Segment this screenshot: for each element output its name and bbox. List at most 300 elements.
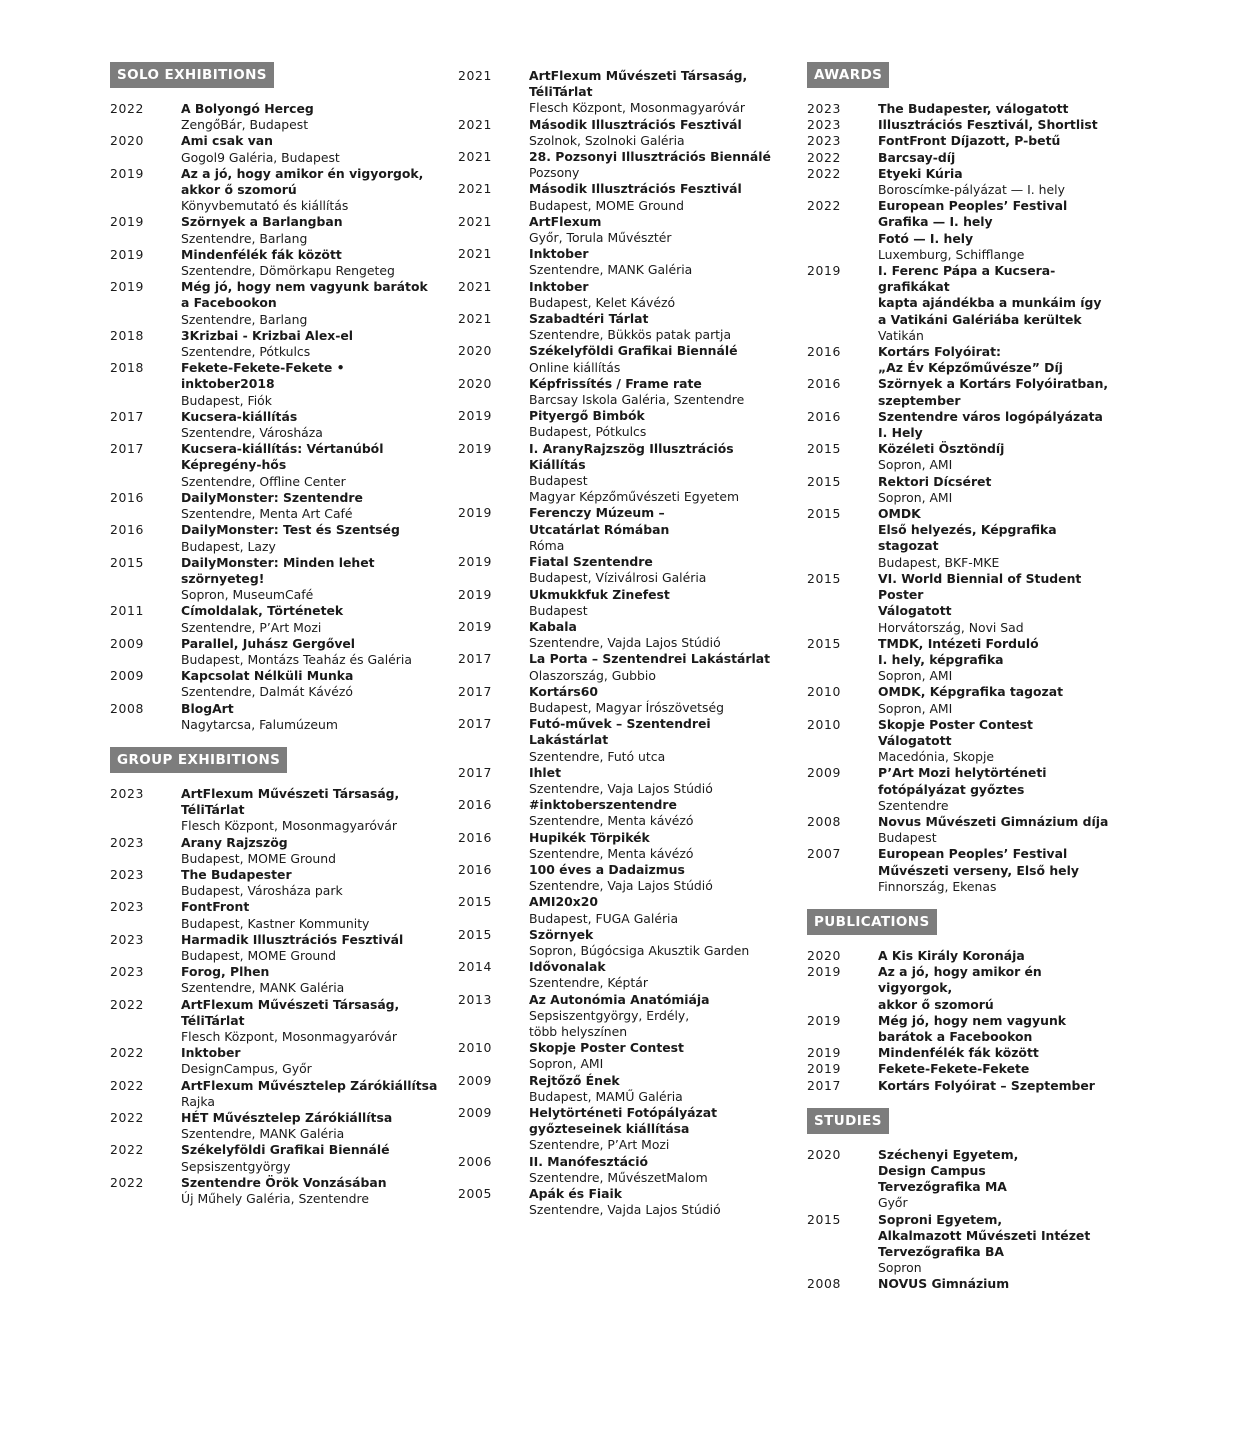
entry-year: 2009 xyxy=(807,765,841,781)
entry-detail: Szentendre, Menta kávézó xyxy=(529,845,694,861)
list-item xyxy=(458,619,788,651)
list-item xyxy=(458,554,788,586)
entry-detail: Szentendre, Dalmát Kávézó xyxy=(181,684,353,700)
list-item xyxy=(807,636,1117,685)
entry-detail: Könyvbemutató és kiállítás xyxy=(181,198,349,214)
entry-detail: Szentendre, Menta kávézó xyxy=(529,813,694,829)
entry-title: Pityergő Bimbók xyxy=(529,408,645,424)
entry-body xyxy=(529,505,788,554)
list-item xyxy=(110,701,440,733)
entry-year: 2021 xyxy=(458,149,492,165)
entry-body xyxy=(529,343,788,375)
entry-year: 2022 xyxy=(110,996,144,1012)
entry-body xyxy=(878,717,1117,766)
entry-year: 2022 xyxy=(110,1110,144,1125)
entry-title: Kabala xyxy=(529,618,577,634)
entry-detail: Gogol9 Galéria, Budapest xyxy=(181,149,340,165)
entry-detail: Szentendre, P’Art Mozi xyxy=(529,1137,670,1153)
entry-detail: Sopron, AMI xyxy=(529,1056,604,1072)
entry-year: 2008 xyxy=(807,1276,841,1292)
entry-body xyxy=(181,490,440,522)
entry-year: 2016 xyxy=(807,344,841,360)
entry-title: DailyMonster: Test és Szentség xyxy=(181,522,400,538)
entry-title: Székelyföldi Grafikai Biennálé xyxy=(181,1142,390,1158)
list-item xyxy=(807,717,1117,766)
entry-body xyxy=(181,932,440,964)
entry-title: Inktober xyxy=(181,1045,241,1061)
entry-body xyxy=(181,867,440,899)
entry-body xyxy=(878,1045,1117,1061)
entry-body xyxy=(181,786,440,835)
entry-body xyxy=(878,1013,1117,1045)
entry-detail: Sopron xyxy=(878,1260,922,1276)
entry-title: A Bolyongó Herceg xyxy=(181,101,314,116)
entry-year: 2019 xyxy=(807,1045,841,1061)
section-group-exhibitions xyxy=(110,747,440,1207)
entry-body xyxy=(181,636,440,668)
entry-year: 2019 xyxy=(807,1061,841,1077)
entry-title: Mindenfélék fák között xyxy=(181,246,342,262)
entry-year: 2019 xyxy=(458,554,492,570)
list-item xyxy=(458,343,788,375)
entry-body xyxy=(878,344,1117,376)
entry-year: 2016 xyxy=(458,861,492,877)
entry-year: 2019 xyxy=(807,263,841,279)
entry-detail: Szentendre, Vajda Lajos Stúdió xyxy=(529,1202,721,1218)
entry-list xyxy=(110,786,440,1207)
list-item xyxy=(807,1078,1117,1094)
list-item xyxy=(110,1110,440,1142)
entry-year: 2005 xyxy=(458,1186,492,1202)
entry-year: 2013 xyxy=(458,991,492,1007)
entry-body xyxy=(529,1040,788,1072)
entry-body xyxy=(181,701,440,733)
entry-title: Kortárs Folyóirat – Szeptember xyxy=(878,1077,1095,1093)
entry-year: 2016 xyxy=(807,408,841,424)
list-item xyxy=(807,166,1117,198)
list-item xyxy=(458,181,788,213)
entry-year: 2009 xyxy=(110,635,144,651)
entry-detail: Online kiállítás xyxy=(529,359,621,375)
entry-detail: Sopron, AMI xyxy=(878,457,953,473)
entry-year: 2019 xyxy=(807,964,841,980)
list-item xyxy=(458,214,788,246)
entry-title: Az a jó, hogy amikor én vigyorgok, akkor ő szomorú xyxy=(181,165,424,198)
entry-title: European Peoples’ Festival Grafika — I. hely Fotó — I. hely xyxy=(878,198,1068,246)
entry-title: Futó-művek – Szentendrei Lakástárlat xyxy=(529,716,711,748)
entry-detail: Szentendre, Barlang xyxy=(181,311,308,327)
entry-body xyxy=(529,959,788,991)
entry-title: HÉT Művésztelep Zárókiállítsa xyxy=(181,1110,393,1125)
entry-title: Székelyföldi Grafikai Biennálé xyxy=(529,343,738,359)
entry-detail: Pozsony xyxy=(529,165,580,181)
entry-body xyxy=(878,684,1117,716)
entry-body xyxy=(529,894,788,926)
entry-body xyxy=(181,603,440,635)
entry-list xyxy=(458,68,788,1218)
entry-year: 2022 xyxy=(807,149,841,165)
entry-year: 2022 xyxy=(110,101,144,116)
entry-title: Helytörténeti Fotópályázat győzteseinek kiállítása xyxy=(529,1105,718,1137)
entry-title: OMDK Első helyezés, Képgrafika stagozat xyxy=(878,506,1057,554)
column-3 xyxy=(807,62,1117,1307)
entry-title: Még jó, hogy nem vagyunk barátok a Facebookon xyxy=(181,279,428,311)
entry-year: 2006 xyxy=(458,1153,492,1169)
entry-year: 2014 xyxy=(458,959,492,975)
list-item xyxy=(807,571,1117,636)
entry-title: Soproni Egyetem, Alkalmazott Művészeti Intézet Tervezőgrafika BA xyxy=(878,1211,1091,1259)
entry-body xyxy=(181,133,440,165)
entry-detail: Sopron, MuseumCafé xyxy=(181,587,314,603)
entry-list xyxy=(807,948,1117,1094)
list-item xyxy=(807,409,1117,441)
entry-detail: Budapest, Lazy xyxy=(181,538,276,554)
entry-detail: Szentendre, Menta Art Café xyxy=(181,506,353,522)
entry-detail: Budapest, Magyar Írószövetség xyxy=(529,699,724,715)
list-item xyxy=(807,1147,1117,1212)
entry-title: Közéleti Ösztöndíj xyxy=(878,441,1005,457)
entry-title: II. Manófesztáció xyxy=(529,1153,649,1169)
entry-title: P’Art Mozi helytörténeti fotópályázat győztes xyxy=(878,765,1047,797)
entry-title: La Porta – Szentendrei Lakástárlat xyxy=(529,651,770,667)
entry-year: 2018 xyxy=(110,360,144,376)
entry-title: Címoldalak, Történetek xyxy=(181,603,344,619)
list-item xyxy=(110,555,440,604)
list-item xyxy=(807,376,1117,408)
entry-body xyxy=(529,1154,788,1186)
entry-title: OMDK, Képgrafika tagozat xyxy=(878,684,1064,700)
entry-year: 2019 xyxy=(110,246,144,262)
entry-year: 2023 xyxy=(110,899,144,915)
entry-body xyxy=(529,1105,788,1154)
list-item xyxy=(110,668,440,700)
entry-body xyxy=(529,214,788,246)
entry-year: 2022 xyxy=(110,1174,144,1190)
entry-body xyxy=(878,571,1117,636)
entry-body xyxy=(878,1078,1117,1094)
entry-year: 2009 xyxy=(458,1105,492,1120)
entry-detail: Budapest Magyar Képzőművészeti Egyetem xyxy=(529,473,740,505)
entry-title: ArtFlexum xyxy=(529,213,602,229)
list-item xyxy=(807,1212,1117,1277)
entry-detail: Szentendre, Pótkulcs xyxy=(181,344,311,360)
entry-year: 2021 xyxy=(458,246,492,262)
entry-body xyxy=(181,1045,440,1077)
entry-detail: Szentendre, Dömörkapu Rengeteg xyxy=(181,263,395,279)
entry-title: 100 éves a Dadaizmus xyxy=(529,861,685,877)
entry-year: 2007 xyxy=(807,846,841,862)
entry-title: Szörnyek a Kortárs Folyóiratban, szeptember xyxy=(878,376,1109,408)
entry-detail: Szentendre, Offline Center xyxy=(181,473,346,489)
list-item xyxy=(807,765,1117,814)
entry-year: 2021 xyxy=(458,278,492,294)
list-item xyxy=(807,684,1117,716)
entry-detail: Budapest, Pótkulcs xyxy=(529,424,647,440)
entry-detail: Szentendre, MűvészetMalom xyxy=(529,1169,708,1185)
entry-title: Ukmukkfuk Zinefest xyxy=(529,586,670,602)
entry-year: 2023 xyxy=(110,785,144,801)
entry-title: Parallel, Juhász Gergővel xyxy=(181,635,356,651)
list-item xyxy=(807,1061,1117,1077)
list-item xyxy=(110,899,440,931)
entry-body xyxy=(878,636,1117,685)
entry-body xyxy=(529,149,788,181)
entry-body xyxy=(181,166,440,215)
entry-title: Inktober xyxy=(529,246,589,262)
list-item xyxy=(110,522,440,554)
list-item xyxy=(458,1105,788,1154)
entry-detail: Rajka xyxy=(181,1093,215,1109)
entry-body xyxy=(878,150,1117,166)
entry-body xyxy=(878,166,1117,198)
entry-year: 2008 xyxy=(807,813,841,829)
list-item xyxy=(110,1142,440,1174)
entry-body xyxy=(529,311,788,343)
entry-year: 2023 xyxy=(807,133,841,149)
entry-body xyxy=(878,263,1117,344)
list-item xyxy=(458,246,788,278)
entry-detail: Szentendre xyxy=(878,797,949,813)
list-item xyxy=(458,992,788,1041)
entry-body xyxy=(181,964,440,996)
entry-year: 2017 xyxy=(110,408,144,424)
entry-year: 2021 xyxy=(458,213,492,229)
entry-body xyxy=(529,797,788,829)
entry-list xyxy=(807,101,1117,895)
entry-detail: Flesch Központ, Mosonmagyaróvár xyxy=(181,818,397,834)
entry-detail: Budapest, MOME Ground xyxy=(529,197,684,213)
list-item xyxy=(807,344,1117,376)
entry-title: FontFront Díjazott, P-betű xyxy=(878,133,1061,149)
entry-title: I. Ferenc Pápa a Kucsera-grafikákat kapta ajándékba a munkáim így a Vatikáni Galériába kerültek xyxy=(878,263,1102,327)
entry-body xyxy=(529,651,788,683)
entry-title: 28. Pozsonyi Illusztrációs Biennálé xyxy=(529,149,771,165)
entry-year: 2009 xyxy=(458,1072,492,1088)
entry-year: 2020 xyxy=(458,375,492,391)
section-continued xyxy=(458,68,788,1218)
list-item xyxy=(110,636,440,668)
entry-title: FontFront xyxy=(181,899,250,915)
entry-detail: Szentendre, Vaja Lajos Stúdió xyxy=(529,780,713,796)
entry-detail: Budapest, Kelet Kávézó xyxy=(529,294,676,310)
entry-title: Apák és Fiaik xyxy=(529,1186,623,1202)
list-item xyxy=(110,279,440,328)
entry-title: Barcsay-díj xyxy=(878,149,956,165)
entry-body xyxy=(878,133,1117,149)
column-1 xyxy=(110,62,440,1221)
entry-detail: Budapest, MOME Ground xyxy=(181,947,336,963)
entry-year: 2016 xyxy=(458,829,492,845)
entry-detail: Macedónia, Skopje xyxy=(878,749,995,765)
entry-body xyxy=(529,408,788,440)
list-item xyxy=(807,150,1117,166)
entry-body xyxy=(878,506,1117,571)
entry-list xyxy=(110,101,440,733)
entry-year: 2023 xyxy=(110,931,144,947)
entry-year: 2016 xyxy=(110,489,144,505)
entry-body xyxy=(181,214,440,246)
entry-year: 2011 xyxy=(110,603,144,619)
entry-year: 2015 xyxy=(807,441,841,457)
list-item xyxy=(807,1013,1117,1045)
entry-body xyxy=(529,1073,788,1105)
entry-title: Hupikék Törpikék xyxy=(529,829,650,845)
entry-body xyxy=(878,814,1117,846)
entry-detail: Sopron, AMI xyxy=(878,700,953,716)
entry-title: 3Krizbai - Krizbai Alex-el xyxy=(181,327,354,343)
entry-detail: Budapest, MAMŰ Galéria xyxy=(529,1088,683,1104)
entry-list xyxy=(807,1147,1117,1293)
entry-year: 2019 xyxy=(807,1012,841,1028)
entry-year: 2018 xyxy=(110,327,144,343)
entry-body xyxy=(181,441,440,490)
entry-body xyxy=(181,1078,440,1110)
entry-body xyxy=(529,587,788,619)
list-item xyxy=(458,117,788,149)
entry-year: 2023 xyxy=(110,964,144,980)
entry-body xyxy=(878,474,1117,506)
entry-year: 2016 xyxy=(110,522,144,538)
section-heading: GROUP EXHIBITIONS xyxy=(110,747,287,773)
entry-title: BlogArt xyxy=(181,700,234,716)
list-item xyxy=(458,441,788,506)
entry-title: Novus Művészeti Gimnázium díja xyxy=(878,813,1109,829)
entry-title: DailyMonster: Minden lehet szörnyeteg! xyxy=(181,554,375,586)
entry-title: A Kis Király Koronája xyxy=(878,947,1025,963)
section-heading: STUDIES xyxy=(807,1108,889,1134)
entry-detail: Budapest, Víziválrosi Galéria xyxy=(529,570,707,586)
column-2 xyxy=(458,62,788,1232)
list-item xyxy=(110,166,440,215)
entry-body xyxy=(529,765,788,797)
entry-title: Szörnyek xyxy=(529,926,594,942)
entry-year: 2015 xyxy=(458,926,492,942)
list-item xyxy=(458,505,788,554)
entry-year: 2017 xyxy=(458,651,492,667)
entry-body xyxy=(529,554,788,586)
entry-detail: Budapest, FUGA Galéria xyxy=(529,910,679,926)
entry-title: Az Autonómia Anatómiája xyxy=(529,991,710,1007)
entry-year: 2020 xyxy=(110,133,144,149)
list-item xyxy=(110,932,440,964)
entry-detail: Boroscímke-pályázat — I. hely xyxy=(878,182,1065,198)
list-item xyxy=(110,328,440,360)
entry-year: 2008 xyxy=(110,700,144,716)
entry-detail: Róma xyxy=(529,537,565,553)
list-item xyxy=(110,964,440,996)
entry-detail: Budapest, MOME Ground xyxy=(181,850,336,866)
entry-body xyxy=(878,1276,1117,1292)
list-item xyxy=(458,1040,788,1072)
entry-year: 2015 xyxy=(807,506,841,522)
entry-detail: Vatikán xyxy=(878,327,924,343)
list-item xyxy=(807,117,1117,133)
entry-detail: Horvátország, Novi Sad xyxy=(878,619,1024,635)
entry-year: 2015 xyxy=(807,1211,841,1227)
entry-body xyxy=(878,441,1117,473)
entry-body xyxy=(529,181,788,213)
entry-title: Szentendre Örök Vonzásában xyxy=(181,1174,387,1190)
entry-title: Inktober xyxy=(529,278,589,294)
entry-year: 2020 xyxy=(807,1146,841,1162)
entry-body xyxy=(878,765,1117,814)
entry-detail: Flesch Központ, Mosonmagyaróvár xyxy=(181,1028,397,1044)
entry-body xyxy=(529,716,788,765)
entry-title: Skopje Poster Contest xyxy=(529,1040,684,1056)
entry-body xyxy=(529,992,788,1041)
entry-detail: Szentendre, MANK Galéria xyxy=(181,980,345,996)
entry-year: 2023 xyxy=(110,834,144,850)
entry-title: Fekete-Fekete-Fekete • inktober2018 xyxy=(181,360,345,392)
entry-year: 2016 xyxy=(807,376,841,392)
list-item xyxy=(807,441,1117,473)
section-heading: AWARDS xyxy=(807,62,889,88)
list-item xyxy=(807,948,1117,964)
entry-detail: Szentendre, Futó utca xyxy=(529,748,666,764)
entry-year: 2019 xyxy=(458,440,492,456)
entry-year: 2023 xyxy=(110,866,144,882)
entry-year: 2022 xyxy=(110,1077,144,1093)
entry-body xyxy=(878,376,1117,408)
entry-detail: Szentendre, Bükkös patak partja xyxy=(529,327,732,343)
entry-body xyxy=(181,1175,440,1207)
section-publications xyxy=(807,909,1117,1094)
entry-title: Kucsera-kiállítás: Vértanúból Képregény-hős xyxy=(181,441,384,473)
entry-detail: Sopron, AMI xyxy=(878,668,953,684)
list-item xyxy=(110,997,440,1046)
list-item xyxy=(458,894,788,926)
entry-detail: Szentendre, Vaja Lajos Stúdió xyxy=(529,878,713,894)
list-item xyxy=(110,409,440,441)
list-item xyxy=(458,149,788,181)
entry-title: Idővonalak xyxy=(529,959,606,975)
entry-title: ArtFlexum Művésztelep Zárókiállítsa xyxy=(181,1077,438,1093)
entry-body xyxy=(878,101,1117,117)
entry-title: DailyMonster: Szentendre xyxy=(181,489,363,505)
list-item xyxy=(110,786,440,835)
entry-detail: Finnország, Ekenas xyxy=(878,878,997,894)
entry-body xyxy=(878,198,1117,263)
entry-detail: Budapest xyxy=(529,602,588,618)
entry-year: 2015 xyxy=(110,554,144,570)
entry-detail: Új Műhely Galéria, Szentendre xyxy=(181,1191,369,1207)
list-item xyxy=(458,1154,788,1186)
entry-title: Kapcsolat Nélküli Munka xyxy=(181,668,354,684)
entry-year: 2017 xyxy=(807,1077,841,1093)
entry-title: Második Illusztrációs Fesztivál xyxy=(529,116,742,132)
section-solo-exhibitions xyxy=(110,62,440,733)
list-item xyxy=(458,651,788,683)
list-item xyxy=(110,247,440,279)
entry-body xyxy=(529,441,788,506)
entry-body xyxy=(529,246,788,278)
list-item xyxy=(458,311,788,343)
entry-title: VI. World Biennial of Student Poster Válogatott xyxy=(878,570,1082,619)
entry-title: Még jó, hogy nem vagyunk barátok a Facebookon xyxy=(878,1012,1067,1044)
list-item xyxy=(458,797,788,829)
list-item xyxy=(458,68,788,117)
entry-body xyxy=(181,997,440,1046)
entry-year: 2019 xyxy=(458,408,492,424)
list-item xyxy=(110,1175,440,1207)
list-item xyxy=(458,376,788,408)
entry-year: 2022 xyxy=(110,1045,144,1061)
list-item xyxy=(807,506,1117,571)
entry-body xyxy=(181,555,440,604)
list-item xyxy=(458,830,788,862)
list-item xyxy=(458,959,788,991)
entry-title: ArtFlexum Művészeti Társaság, TéliTárlat xyxy=(181,785,400,818)
